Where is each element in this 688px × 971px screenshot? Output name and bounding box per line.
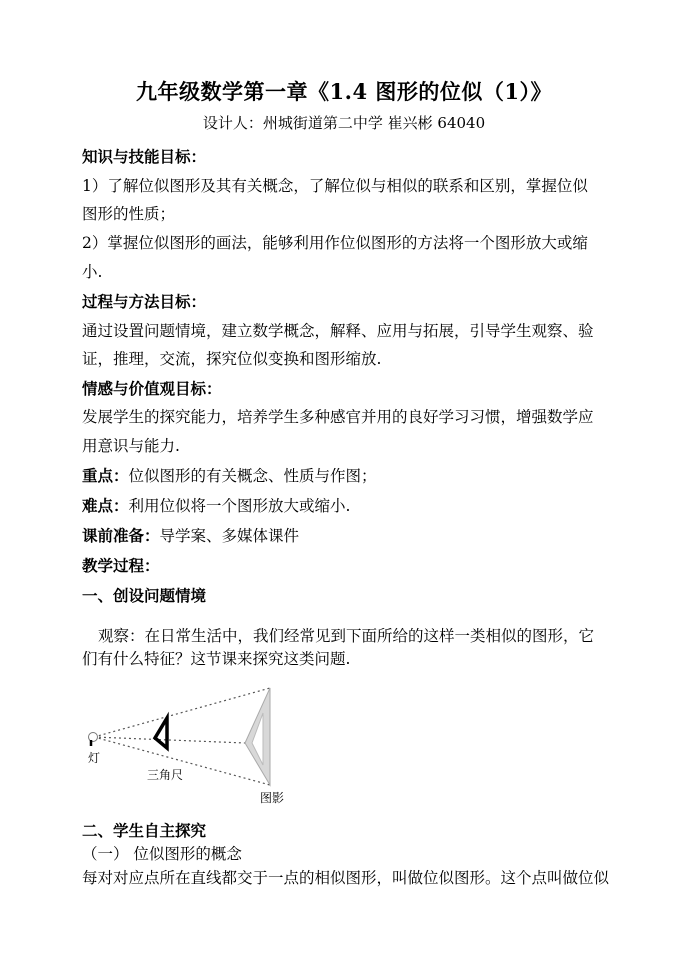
section2-heading: 二、学生自主探究 — [82, 821, 207, 840]
triangle-ruler-icon — [155, 718, 167, 748]
process-line-1: 通过设置问题情境，建立数学概念，解释、应用与拓展，引导学生观察、验 — [82, 322, 594, 340]
emotion-heading: 情感与价值观目标： — [82, 379, 222, 398]
lamp-label: 灯 — [88, 751, 101, 765]
shadow-label: 图影 — [260, 791, 285, 805]
key-point-label: 重点： — [82, 466, 129, 485]
difficulty-label: 难点： — [82, 496, 129, 515]
section1-heading: 一、创设问题情境 — [82, 586, 207, 605]
preparation-label: 课前准备： — [82, 526, 160, 545]
section1-line-1: 观察：在日常生活中，我们经常见到下面所给的这样一类相似的图形，它 — [98, 627, 595, 645]
section2-line-1: 每对对应点所在直线都交于一点的相似图形，叫做位似图形。这个点叫做位似 — [82, 869, 610, 887]
triangle-ruler-label: 三角尺 — [147, 768, 184, 782]
lamp-icon — [89, 733, 98, 747]
process-heading: 过程与方法目标： — [82, 292, 207, 311]
section1-line-2: 们有什么特征？这节课来探究这类问题. — [82, 650, 351, 668]
preparation-text: 导学案、多媒体课件 — [159, 527, 300, 545]
difficulty — [82, 494, 350, 516]
emotion-line-1: 发展学生的探究能力，培养学生多种感官并用的良好学习习惯，增强数学应 — [82, 408, 594, 426]
shadow-triangle-icon — [245, 688, 270, 785]
key-point-text: 位似图形的有关概念、性质与作图； — [128, 467, 377, 485]
emotion-line-2: 用意识与能力. — [82, 437, 180, 455]
difficulty-text: 利用位似将一个图形放大或缩小. — [128, 497, 351, 515]
knowledge-line-2: 图形的性质； — [82, 205, 176, 223]
teaching-process-heading: 教学过程： — [82, 556, 160, 575]
knowledge-line-1: 1）了解位似图形及其有关概念，了解位似与相似的联系和区别，掌握位似 — [82, 177, 588, 195]
knowledge-line-3: 2）掌握位似图形的画法，能够利用作位似图形的方法将一个图形放大或缩 — [82, 234, 588, 252]
process-line-2: 证，推理，交流，探究位似变换和图形缩放. — [82, 350, 382, 368]
section2-subheading: （一） 位似图形的概念 — [82, 845, 242, 863]
knowledge-line-4: 小. — [82, 263, 103, 281]
preparation — [82, 524, 299, 546]
key-point — [82, 464, 377, 486]
similarity-figure — [80, 683, 310, 808]
author-line: 设计人：州城街道第二中学 崔兴彬 64040 — [202, 114, 486, 132]
page-title: 九年级数学第一章《1.4 图形的位似（1）》 — [136, 79, 552, 104]
knowledge-heading: 知识与技能目标： — [82, 147, 207, 166]
